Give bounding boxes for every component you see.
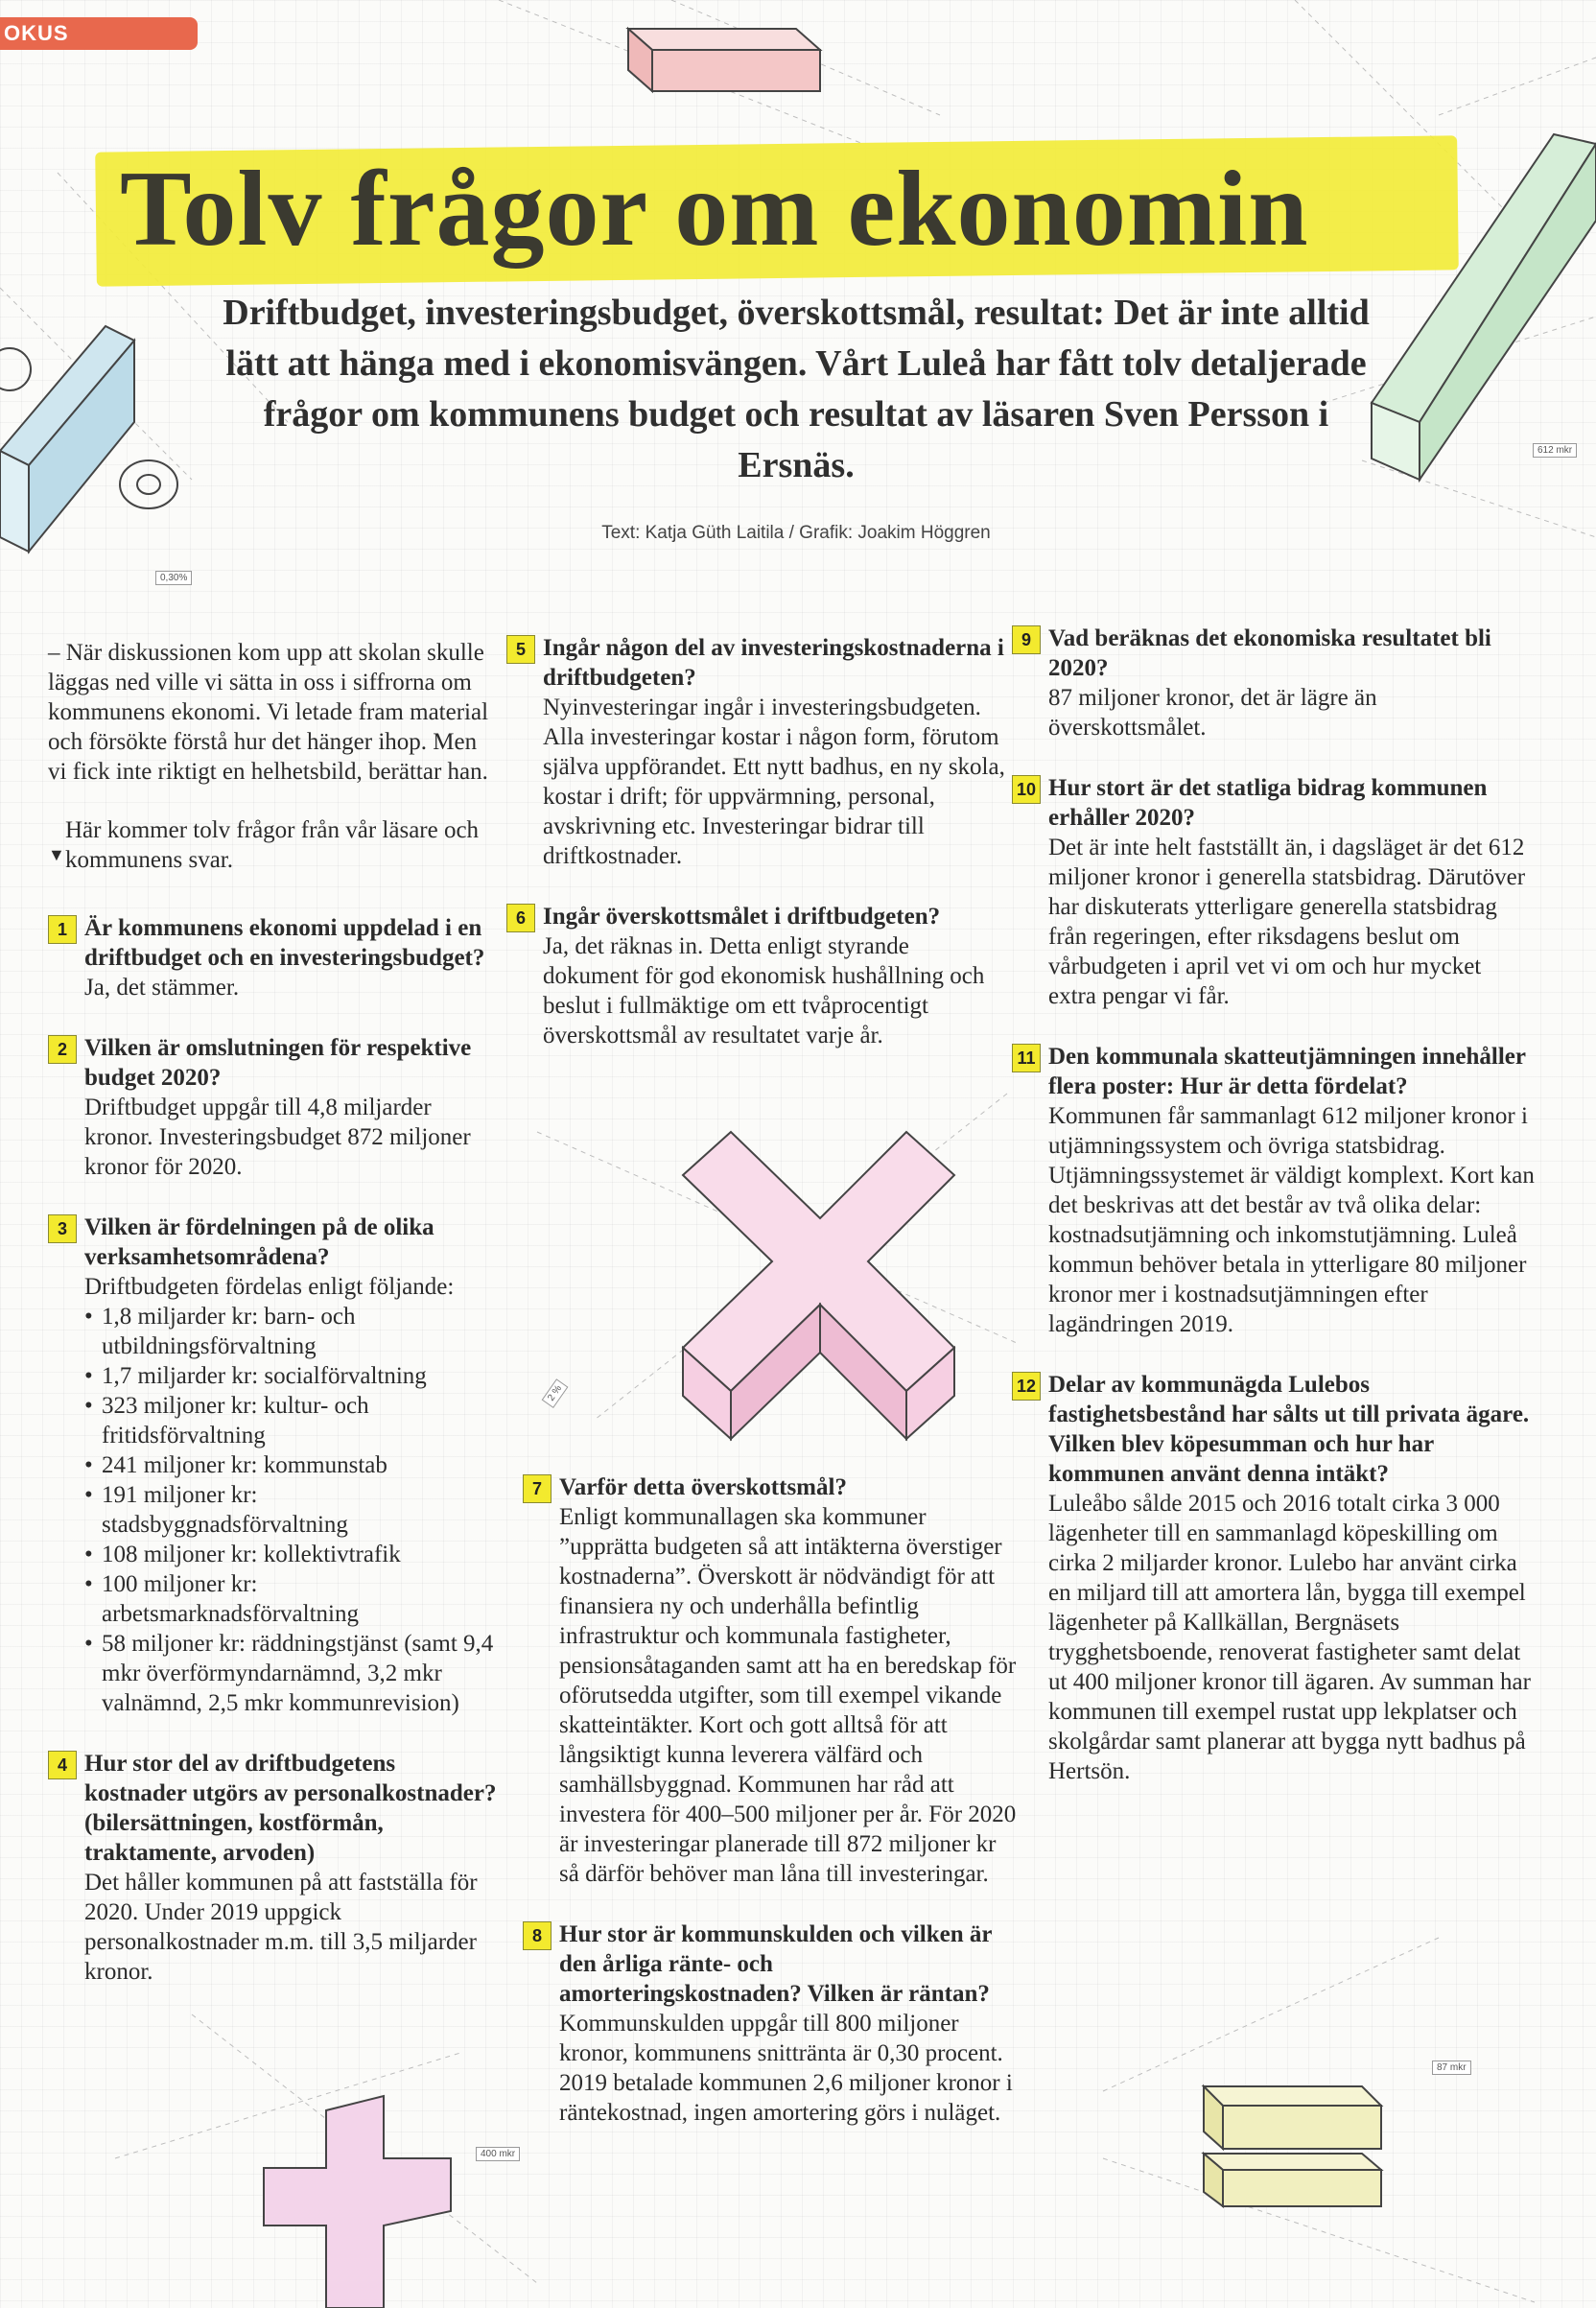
question-number: 10	[1012, 775, 1041, 804]
question-number: 1	[48, 915, 77, 944]
question-answer: Enligt kommunallagen ska kommuner ”upprätta budgeten så att intäkterna överstiger kostnaderna”. Överskott är nödvändigt för att finansiera ny och underhålla befintlig infrastruktur och kommunala fastigheter, pensionsåtaganden samt att ha en beredskap för oförutsedda utgifter, som till exempel vikande skatteintäkter. Kort och gott alltså för att långsiktigt kunna leverera välfärd och samhällsbyggnad. Kommunen har råd att investera för 400–500 miljoner per år. För 2020 är investeringar planerade till 872 miljoner kr så därför behöver man låna till investeringar.	[559, 1504, 1017, 1887]
question-1	[48, 913, 499, 1002]
lead-question-text: Här kommer tolv frågor från vår läsare och kommunens svar.	[65, 817, 480, 873]
question-number: 12	[1012, 1372, 1041, 1401]
question-number: 8	[523, 1921, 552, 1950]
section-tag: OKUS	[0, 17, 198, 50]
column-2-bottom	[523, 1472, 1017, 2158]
label-percent-030: 0,30%	[155, 571, 192, 585]
question-10	[1012, 773, 1535, 1011]
label-2-percent: 2 %	[542, 1378, 569, 1408]
question-8	[523, 1919, 1017, 2128]
question-7	[523, 1472, 1017, 1889]
question-answer: Luleåbo sålde 2015 och 2016 totalt cirka 3 000 lägenheter till en sammanlagd köpeskilling om cirka 2 miljarder kronor. Lulebo har använt cirka en miljard till att amortera lån, bygga till exempel lägenheter på Kallkällan, Bergnäsets trygghetsboende, renoverat fastigheter samt delat ut 400 miljoner kronor till ägaren. Av summan har kommunen till exempel rustat upp lekplatser och skolgårdar samt planerar att bygga nytt badhus på Hertsön.	[1048, 1491, 1531, 1784]
budget-allocation-list	[84, 1302, 499, 1718]
question-answer: Det är inte helt fastställt än, i dagsläget är det 612 miljoner kronor i generella statsbidrag. Därutöver har diskuterats ytterligare generella statsbidrag från regeringen, efter riksdagens beslut om vårbudgeten i april vet vi om och hur mycket extra pengar vi får.	[1048, 835, 1526, 1009]
question-number: 4	[48, 1751, 77, 1779]
question-heading: Vilken är fördelningen på de olika verksamhetsområdena?	[84, 1214, 434, 1270]
question-answer: Driftbudgeten fördelas enligt följande:	[84, 1274, 455, 1300]
question-3	[48, 1213, 499, 1718]
list-item: • 241 miljoner kr: kommunstab	[84, 1450, 499, 1480]
question-answer: Driftbudget uppgår till 4,8 miljarder kronor. Investeringsbudget 872 miljoner kronor för 2020.	[84, 1095, 471, 1180]
question-answer: Det håller kommunen på att fastställa för 2020. Under 2019 uppgick personalkostnader m.m. till 3,5 miljarder kronor.	[84, 1870, 478, 1985]
question-number: 5	[506, 635, 535, 664]
lead-text: – När diskussionen kom upp att skolan skulle läggas ned ville vi sätta in oss i siffrorna om kommunens ekonomi. Vi letade fram material och försökte förstå hur det hänger ihop. Men vi fick inte riktigt en helhetsbild, berättar han.	[48, 640, 489, 785]
intro-text: Driftbudget, investeringsbudget, överskottsmål, resultat: Det är inte alltid lätt att hänga med i ekonomisvängen. Vårt Luleå har fått tolv detaljerade frågor om kommunens budget och resultat av läsaren Sven Persson i Ersnäs.	[223, 293, 1370, 485]
question-2	[48, 1033, 499, 1182]
list-item: • 108 miljoner kr: kollektivtrafik	[84, 1540, 499, 1569]
label-400-mkr: 400 mkr	[476, 2147, 520, 2161]
question-answer: Kommunskulden uppgår till 800 miljoner kronor, kommunens snittränta är 0,30 procent. 2019 betalade kommunen 2,6 miljoner kronor i räntekostnad, ingen amortering görs i nuläget.	[559, 2011, 1013, 2126]
question-heading: Är kommunens ekonomi uppdelad i en driftbudget och en investeringsbudget?	[84, 915, 485, 971]
question-number: 11	[1012, 1044, 1041, 1072]
question-heading: Hur stor del av driftbudgetens kostnader utgörs av personalkostnader? (bilersättningen, kostförmån, traktamente, arvoden)	[84, 1751, 497, 1866]
lead-question-intro	[48, 815, 499, 875]
column-1	[48, 638, 499, 2017]
question-heading: Vilken är omslutningen för respektive budget 2020?	[84, 1035, 472, 1091]
question-12	[1012, 1370, 1535, 1786]
list-item: • 323 miljoner kr: kultur- och fritidsförvaltning	[84, 1391, 499, 1450]
question-answer: Kommunen får sammanlagt 612 miljoner kronor i utjämningssystem och övriga statsbidrag. Utjämningssystemet är väldigt komplext. Kort kan det beskrivas att det består av två olika delar: kostnadsutjämning och inkomstutjämning. Luleå kommun behöver betala in ytterligare 80 miljoner kronor mer i kostnadsutjämningen efter lagändringen 2019.	[1048, 1103, 1535, 1337]
question-number: 7	[523, 1474, 552, 1503]
question-6	[506, 902, 1005, 1050]
column-2-top	[506, 633, 1005, 1081]
question-answer: Ja, det stämmer.	[84, 975, 240, 1001]
question-number: 2	[48, 1035, 77, 1064]
question-number: 9	[1012, 625, 1041, 654]
column-3	[1012, 624, 1535, 1817]
question-heading: Delar av kommunägda Lulebos fastighetsbestånd har sålts ut till privata ägare. Vilken blev köpesumman och hur har kommunen använt denna intäkt?	[1048, 1372, 1530, 1487]
question-heading: Varför detta överskottsmål?	[559, 1474, 847, 1500]
list-item: • 191 miljoner kr: stadsbyggnadsförvaltning	[84, 1480, 499, 1540]
question-9	[1012, 624, 1535, 742]
label-87-mkr: 87 mkr	[1432, 2061, 1471, 2075]
question-heading: Hur stor är kommunskulden och vilken är den årliga ränte- och amorteringskostnaden? Vilken är räntan?	[559, 1921, 993, 2007]
label-612-mkr: 612 mkr	[1533, 443, 1577, 458]
question-answer: Ja, det räknas in. Detta enligt styrande dokument för god ekonomisk hushållning och beslut i fullmäktige om ett tvåprocentigt överskottsmål av resultatet varje år.	[543, 933, 985, 1048]
page-title: Tolv frågor om ekonomin	[120, 150, 1309, 269]
list-item: • 1,8 miljarder kr: barn- och utbildningsförvaltning	[84, 1302, 499, 1361]
question-4	[48, 1749, 499, 1987]
list-item: • 1,7 miljarder kr: socialförvaltning	[84, 1361, 499, 1391]
list-item: • 100 miljoner kr: arbetsmarknadsförvaltning	[84, 1569, 499, 1629]
question-5	[506, 633, 1005, 871]
question-heading: Ingår överskottsmålet i driftbudgeten?	[543, 904, 941, 930]
list-item: • 58 miljoner kr: räddningstjänst (samt 9,4 mkr överförmyndarnämnd, 3,2 mkr valnämnd, 2,5 mkr kommunrevision)	[84, 1629, 499, 1718]
question-heading: Vad beräknas det ekonomiska resultatet bli 2020?	[1048, 625, 1491, 681]
byline: Text: Katja Güth Laitila / Grafik: Joakim Höggren	[601, 523, 991, 543]
question-answer: Nyinvesteringar ingår i investeringsbudgeten. Alla investeringar kostar i någon form, förutom själva uppförandet. Ett nytt badhus, en ny skola, kostar i drift; för uppvärmning, personal, avskrivning etc. Investeringar bidrar till driftkostnader.	[543, 695, 1005, 869]
question-number: 3	[48, 1214, 77, 1243]
question-answer: 87 miljoner kronor, det är lägre än överskottsmålet.	[1048, 685, 1377, 741]
question-number: 6	[506, 904, 535, 932]
question-heading: Hur stort är det statliga bidrag kommunen erhåller 2020?	[1048, 775, 1488, 831]
question-heading: Den kommunala skatteutjämningen innehåller flera poster: Hur är detta fördelat?	[1048, 1044, 1526, 1099]
arrow-down-icon: ▼	[48, 845, 65, 864]
question-heading: Ingår någon del av investeringskostnaderna i driftbudgeten?	[543, 635, 1004, 691]
question-11	[1012, 1042, 1535, 1339]
